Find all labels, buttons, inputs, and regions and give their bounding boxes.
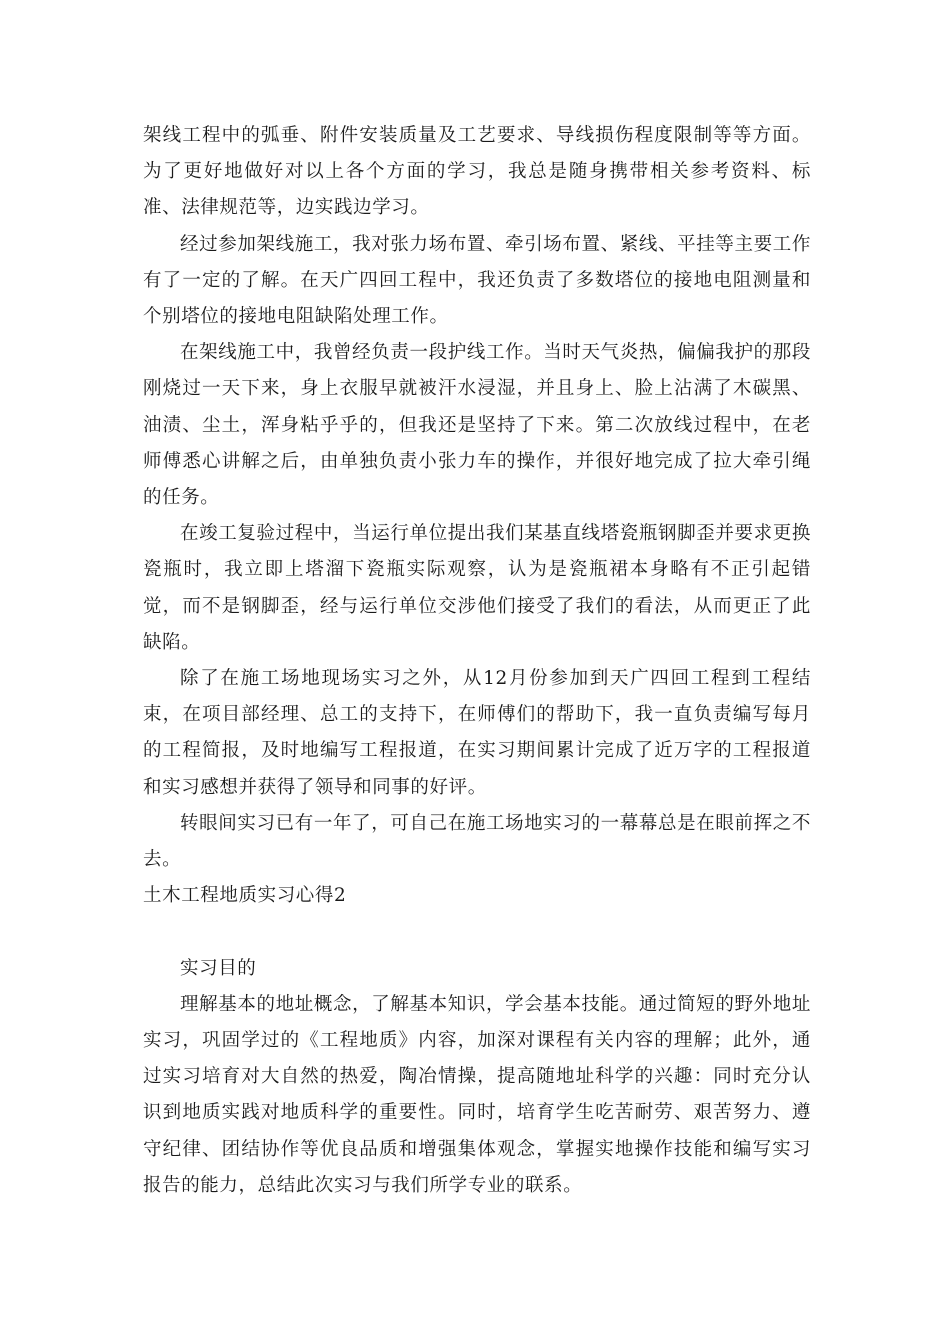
paragraph-stringing-work: 经过参加架线施工，我对张力场布置、牵引场布置、紧线、平挂等主要工作有了一定的了解。在天广四回工程中，我还负责了多数塔位的接地电阻测量和个别塔位的接地电阻缺陷处理工作。 <box>143 233 811 328</box>
paragraph-reflection: 转眼间实习已有一年了，可自己在施工场地实习的一幕幕总是在眼前挥之不去。 <box>143 812 811 871</box>
paragraph-continued: 架线工程中的弧垂、附件安装质量及工艺要求、导线损伤程度限制等等方面。为了更好地做好对以上各个方面的学习，我总是随身携带相关参考资料、标准、法律规范等，边实践边学习。 <box>143 125 811 219</box>
blank-line <box>143 914 811 950</box>
paragraph-purpose: 理解基本的地址概念，了解基本知识，学会基本技能。通过简短的野外地址实习，巩固学过的《工程地质》内容，加深对课程有关内容的理解；此外，通过实习培育对大自然的热爱，陶冶情操，提高随地址科学的兴趣：同时充分认识到地质实践对地质科学的重要性。同时，培育学生吃苦耐劳、艰苦努力、遵守纪律、团结协作等优良品质和增强集体观念，掌握实地操作技能和编写实习报告的能力，总结此次实习与我们所学专业的联系。 <box>143 993 811 1196</box>
section-title: 土木工程地质实习心得2 <box>143 885 347 907</box>
paragraph-line-guard: 在架线施工中，我曾经负责一段护线工作。当时天气炎热，偏偏我护的那段刚烧过一天下来，身上衣服早就被汗水浸湿，并且身上、脸上沾满了木碳黑、油渍、尘土，浑身粘乎乎的，但我还是坚持了下来。第二次放线过程中，在老师傅悉心讲解之后，由单独负责小张力车的操作，并很好地完成了拉大牵引绳的任务。 <box>143 342 811 509</box>
paragraph-acceptance-check: 在竣工复验过程中，当运行单位提出我们某基直线塔瓷瓶钢脚歪并要求更换瓷瓶时，我立即上塔溜下瓷瓶实际观察，认为是瓷瓶裙本身略有不正引起错觉，而不是钢脚歪，经与运行单位交涉他们接受了我们的看法，从而更正了此缺陷。 <box>143 523 811 653</box>
subheading-purpose: 实习目的 <box>180 957 257 979</box>
document-body <box>143 118 811 1204</box>
paragraph-reports: 除了在施工场地现场实习之外，从12月份参加到天广四回工程到工程结束，在项目部经理、总工的支持下，在师傅们的帮助下，我一直负责编写每月的工程简报，及时地编写工程报道，在实习期间累计完成了近万字的工程报道和实习感想并获得了领导和同事的好评。 <box>143 668 811 798</box>
